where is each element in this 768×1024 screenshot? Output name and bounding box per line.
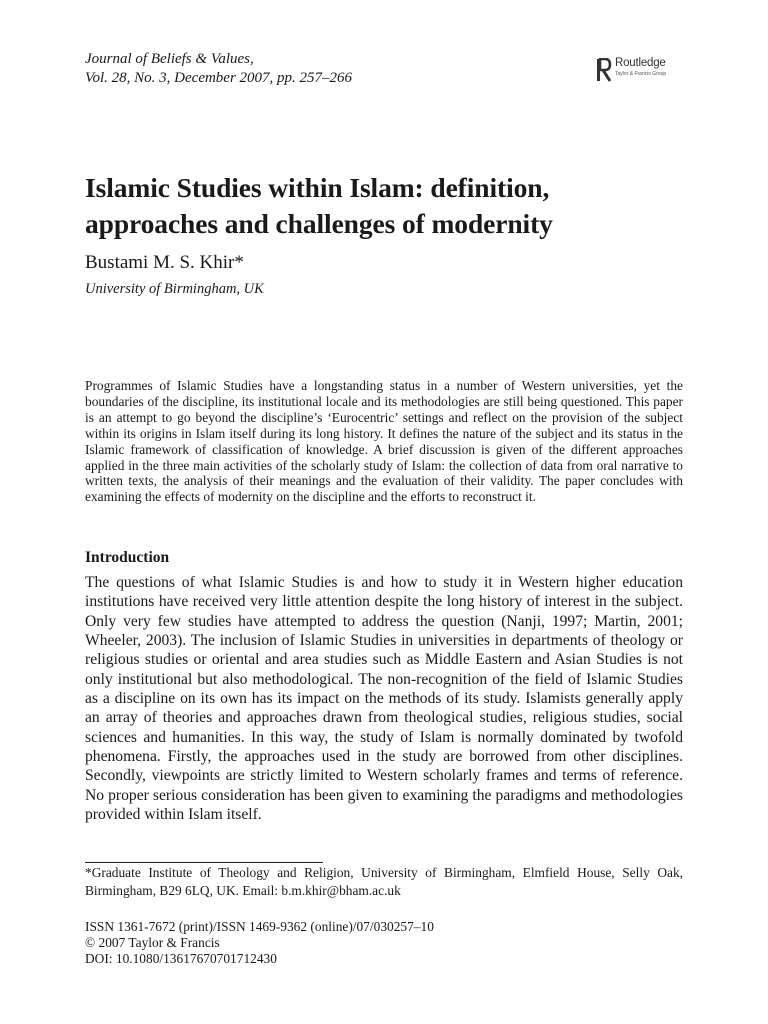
title-line-1: Islamic Studies within Islam: definition, [85, 172, 550, 203]
publisher-group: Taylor & Francis Group [615, 70, 667, 77]
title-line-2: approaches and challenges of modernity [85, 208, 553, 239]
author-affiliation: University of Birmingham, UK [85, 281, 264, 297]
publisher-name: Routledge [615, 57, 666, 69]
article-title [85, 170, 705, 242]
issn: ISSN 1361-7672 (print)/ISSN 1469-9362 (online)/07/030257–10 [85, 919, 434, 934]
footnote: *Graduate Institute of Theology and Religion, University of Birmingham, Elmfield House, Selly Oak, Birmingham, B29 6LQ, UK. Email: b.m.khir@bham.ac.uk [85, 865, 683, 898]
author-name: Bustami M. S. Khir* [85, 252, 244, 273]
abstract: Programmes of Islamic Studies have a longstanding status in a number of Western universities, yet the boundaries of the discipline, its institutional locale and its methodologies are still being questioned. This paper is an attempt to go beyond the discipline’s ‘Eurocentric’ settings and reflect on the provision of the subject within its origins in Islam itself during its long history. It defines the nature of the subject and its status in the Islamic framework of classification of knowledge. A brief discussion is given of the different approaches applied in the three main activities of the scholarly study of Islam: the collection of data from oral narrative to written texts, the analysis of their meanings and the evaluation of their validity. The paper concludes with examining the effects of modernity on the discipline and the efforts to reconstruct it. [85, 378, 683, 505]
journal-name: Journal of Beliefs & Values, [85, 51, 254, 67]
copyright: © 2007 Taylor & Francis [85, 935, 220, 950]
journal-citation [85, 50, 352, 88]
publisher-logo [596, 58, 666, 82]
body-paragraph: The questions of what Islamic Studies is and how to study it in Western higher education institutions have received very little attention despite the long history of interest in the subject. Only very few studies have attempted to address the question (Nanji, 1997; Martin, 2001; Wheeler, 2003). The inclusion of Islamic Studies in universities in departments of theology or religious studies or oriental and area studies such as Middle Eastern and Asian Studies is not only institutional but also methodological. The non-recognition of the field of Islamic Studies as a discipline on its own has its impact on the methods of its study. Islamists generally apply an array of theories and approaches drawn from theological studies, religious studies, social sciences and humanities. In this way, the study of Islam is normally dominated by twofold phenomena. Firstly, the approaches used in the study are borrowed from other disciplines. Secondly, viewpoints are strictly limited to Western scholarly frames and terms of reference. No proper serious consideration has been given to examining the paradigms and methodologies provided within Islam itself. [85, 574, 683, 824]
footnote-divider [85, 862, 323, 863]
routledge-r-icon [596, 58, 612, 82]
section-heading: Introduction [85, 549, 170, 566]
journal-volume: Vol. 28, No. 3, December 2007, pp. 257–266 [85, 70, 353, 86]
publication-meta [85, 919, 434, 967]
doi: DOI: 10.1080/13617670701712430 [85, 951, 277, 966]
